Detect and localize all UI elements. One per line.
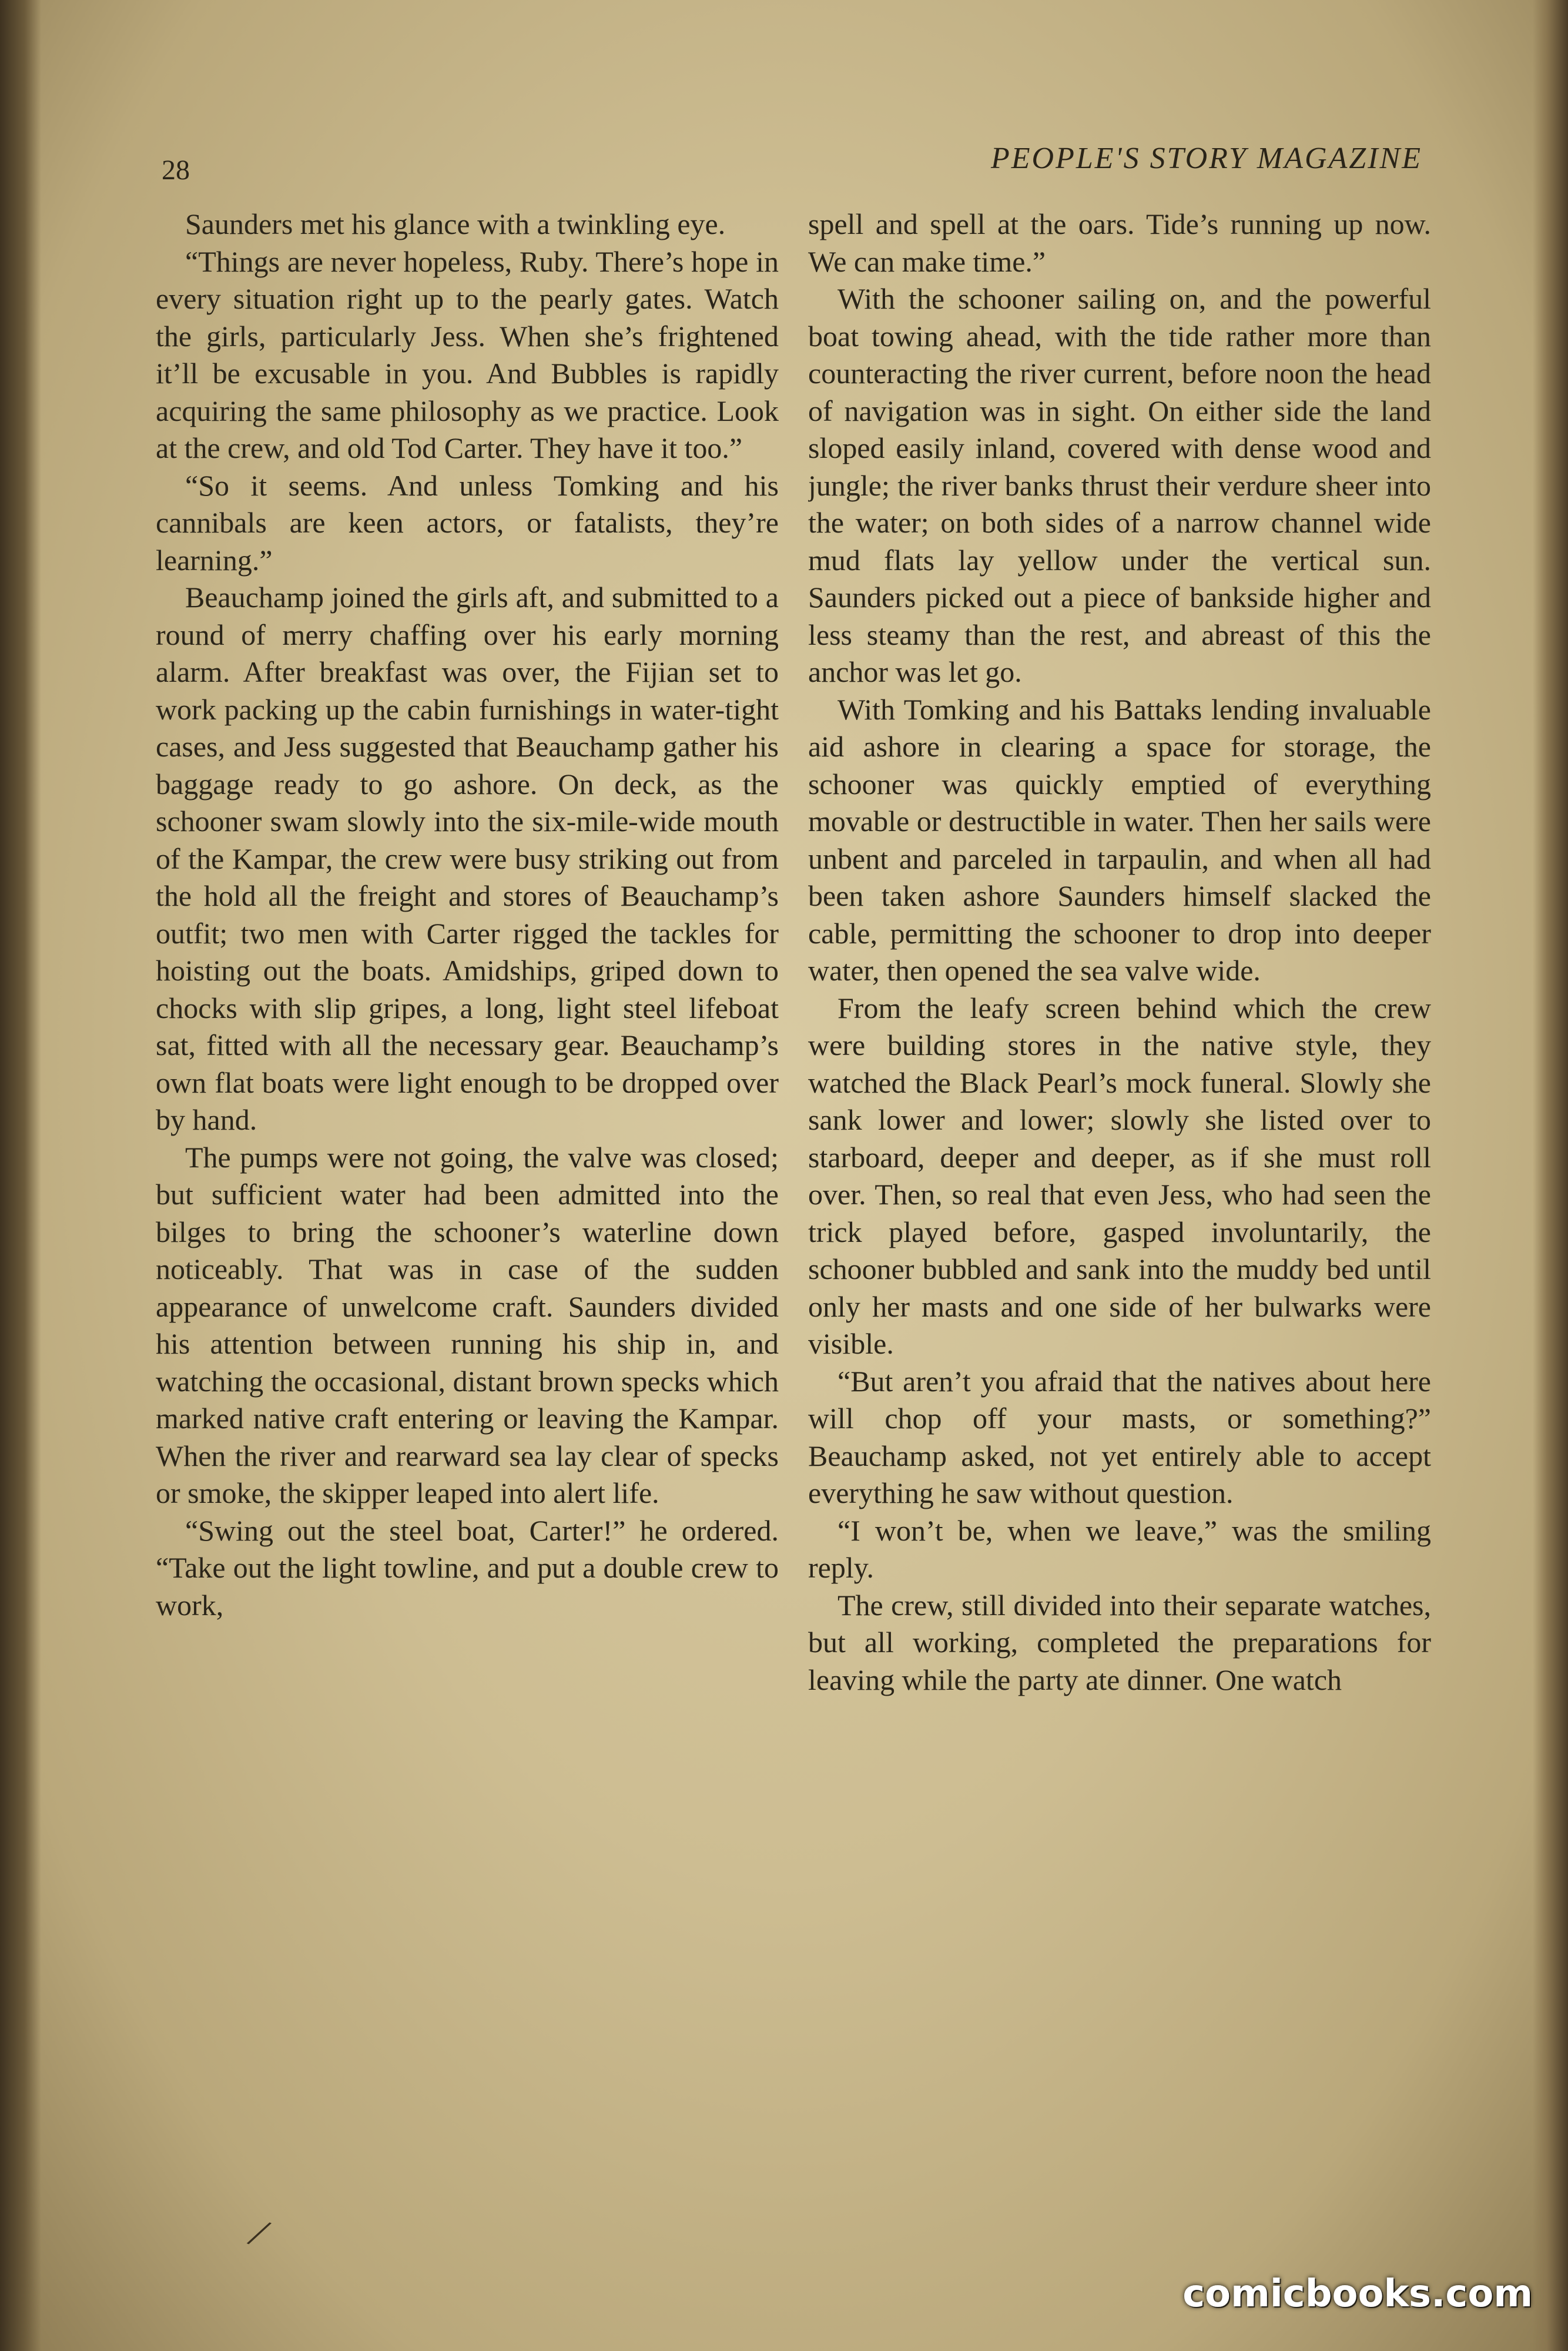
paragraph: “Things are never hopeless, Ruby. There’s hope in every situation right up to the pearly gates. Watch the girls, particularly Jess. When she’s frightened it’ll be excusable in you. And Bubbles is rapidly acquiring the same philosophy as we practice. Look at the crew, and old Tod Carter. They have it too.” [156,245,779,464]
paragraph: Beauchamp joined the girls aft, and submitted to a round of merry chaffing over his early morning alarm. After breakfast was over, the Fijian set to work packing up the cabin furnishings in water-tight cases, and Jess suggested that Beauchamp gather his baggage ready to go ashore. On deck, as the schooner swam slowly into the six-mile-wide mouth of the Kampar, the crew were busy striking out from the hold all the freight and stores of Beauchamp’s outfit; two men with Carter rigged the tackles for hoisting out the boats. Amidships, griped down to chocks with slip gripes, a long, light steel lifeboat sat, fitted with all the necessary gear. Beauchamp’s own flat boats were light enough to be dropped over by hand. [156,581,779,1136]
page-left-edge [0,0,41,2351]
text-column-left [156,206,779,2116]
paragraph: “I won’t be, when we leave,” was the smiling reply. [808,1513,1431,1584]
paragraph: “Swing out the steel boat, Carter!” he ordered. “Take out the light towline, and put a double crew to work, [156,1513,779,1622]
watermark: comicbooks.com [1182,2272,1533,2316]
paragraph: “But aren’t you afraid that the natives about here will chop off your masts, or something?” Beauchamp asked, not yet entirely able to accept everything he saw without question. [808,1364,1431,1509]
paragraph: From the leafy screen behind which the crew were building stores in the native style, they watched the Black Pearl’s mock funeral. Slowly she sank lower and lower; slowly she listed over to starboard, deeper and deeper, as if she must roll over. Then, so real that even Jess, who had seen the trick played before, gasped involuntarily, the schooner bubbled and sank into the muddy bed until only her masts and one side of her bulwarks were visible. [808,991,1431,1360]
paragraph: “So it seems. And unless Tomking and his cannibals are keen actors, or fatalists, they’re learning.” [156,468,779,577]
paragraph: With the schooner sailing on, and the powerful boat towing ahead, with the tide rather more than counteracting the river current, before noon the head of navigation was in sight. On either side the land sloped easily inland, covered with dense wood and jungle; the river banks thrust their verdure sheer into the water; on both sides of a narrow channel wide mud flats lay yellow under the vertical sun. Saunders picked out a piece of bankside higher and less steamy than the rest, and abreast of this the anchor was let go. [808,282,1431,688]
pencil-mark: / [245,2210,272,2257]
page-right-edge [1533,0,1568,2351]
running-head: PEOPLE'S STORY MAGAZINE [990,142,1422,175]
text-column-right [808,206,1431,2116]
paragraph: The pumps were not going, the valve was closed; but sufficient water had been admitted into the bilges to bring the schooner’s waterline down noticeably. That was in case of the sudden appearance of unwelcome craft. Saunders divided his attention between running his ship in, and watching the occasional, distant brown specks which marked native craft entering or leaving the Kampar. When the river and rearward sea lay clear of specks or smoke, the skipper leaped into alert life. [156,1140,779,1509]
paragraph: With Tomking and his Battaks lending invaluable aid ashore in clearing a space for storage, the schooner was quickly emptied of everything movable or destructible in water. Then her sails were unbent and parceled in tarpaulin, and when all had been taken ashore Saunders himself slacked the cable, permitting the schooner to drop into deeper water, then opened the sea valve wide. [808,692,1431,987]
paragraph-continued: spell and spell at the oars. Tide’s running up now. We can make time.” [808,207,1431,278]
paragraph: Saunders met his glance with a twinkling eye. [185,207,726,240]
page-number: 28 [162,155,190,186]
paragraph: The crew, still divided into their separate watches, but all working, completed the preparations for leaving while the party ate dinner. One watch [808,1588,1431,1696]
